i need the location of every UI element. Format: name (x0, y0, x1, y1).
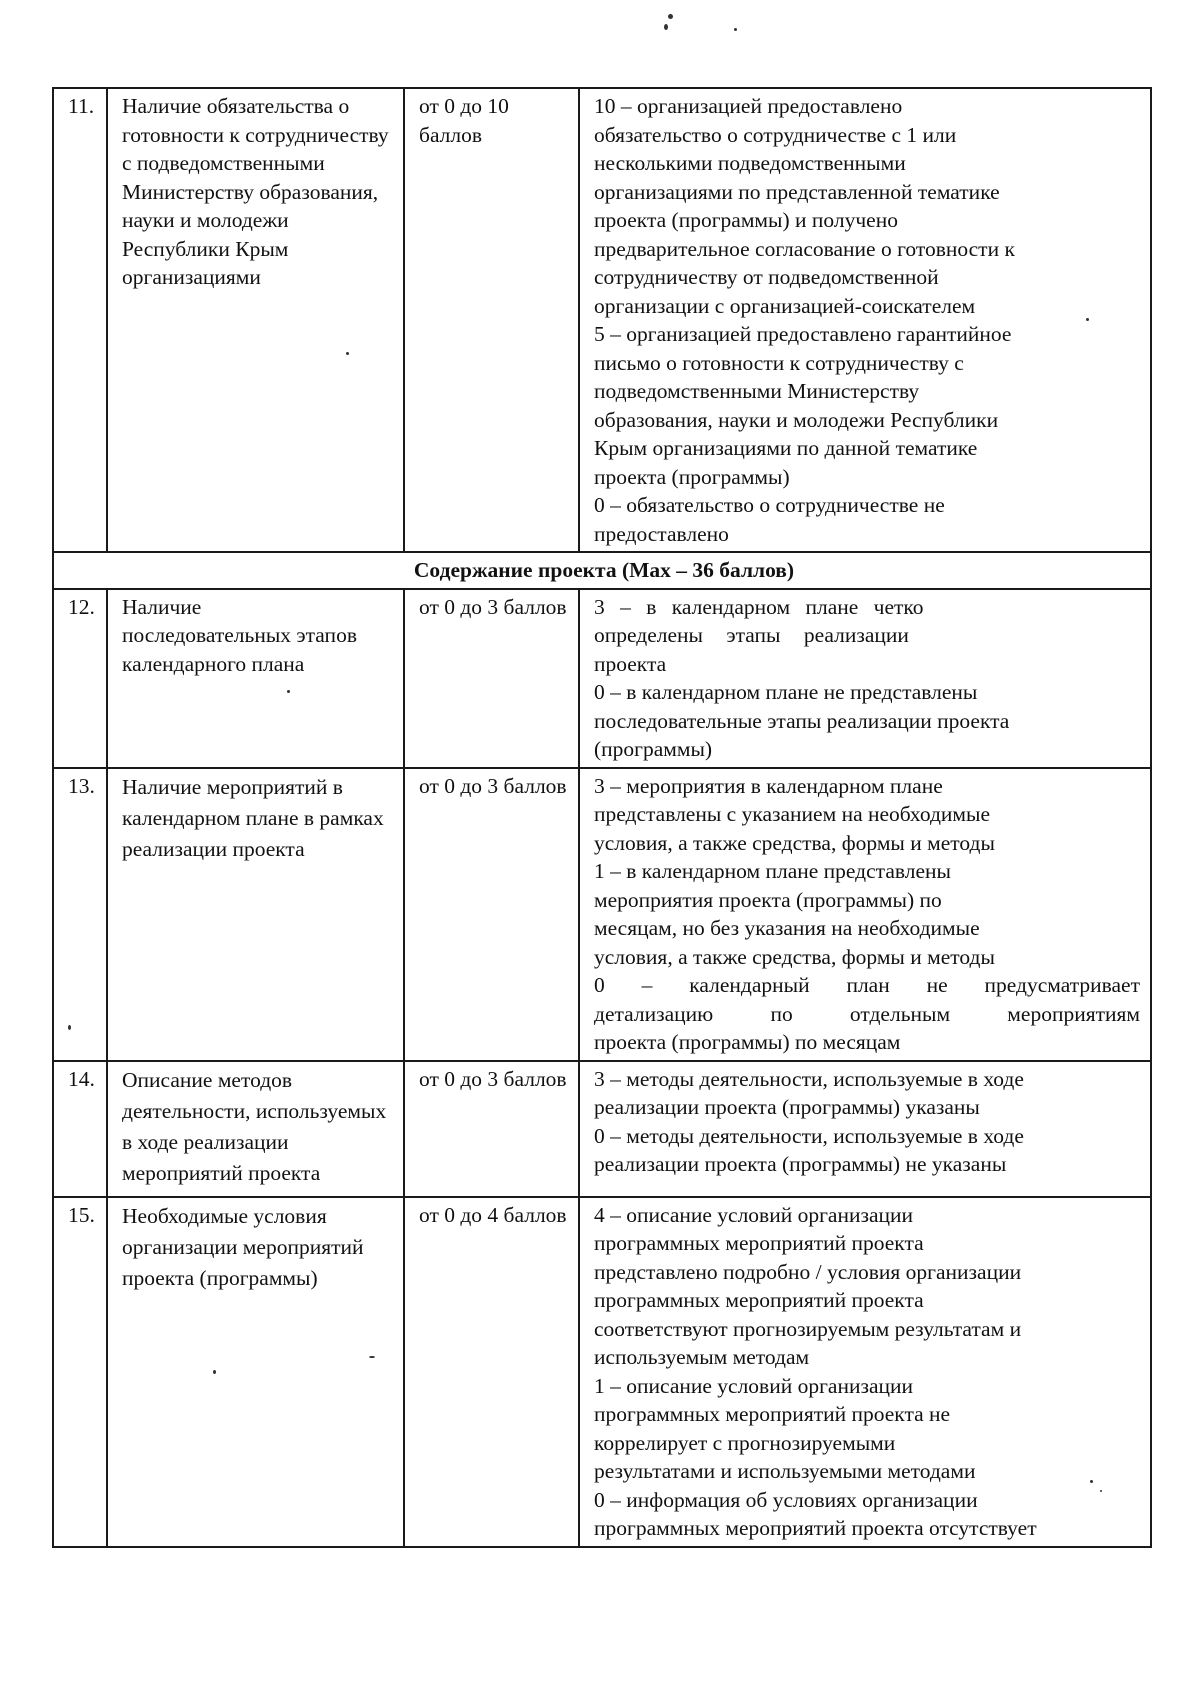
description-line: мероприятия проекта (программы) по (594, 887, 942, 912)
section-heading: Содержание проекта (Max – 36 баллов) (53, 552, 1151, 589)
criterion-cell (107, 768, 404, 1061)
points-cell (404, 768, 579, 1061)
points-line: от 0 до 3 баллов (419, 773, 567, 798)
description-line: обязательство о сотрудничестве с 1 или (594, 122, 957, 147)
description-line: соответствуют прогнозируемым результатам и (594, 1316, 1022, 1341)
criterion-line: организациями (122, 265, 261, 289)
table-row (53, 1061, 1151, 1197)
description-cell (579, 589, 1151, 768)
points-line: баллов (419, 122, 483, 147)
description-line: условия, а также средства, формы и методы (594, 830, 995, 855)
description-line: проекта (594, 651, 667, 676)
description-line: определены этапы реализации (594, 623, 909, 647)
description-line: проекта (программы) и получено (594, 208, 898, 232)
points-line: от 0 до 3 баллов (419, 1066, 567, 1091)
description-line: используемым методам (594, 1345, 810, 1369)
description-line: 4 – описание условий организации (594, 1202, 914, 1227)
description-line: коррелирует с прогнозируемыми (594, 1430, 896, 1455)
description-line: реализации проекта (программы) не указаны (594, 1152, 1007, 1176)
criterion-line: готовности к сотрудничеству (122, 122, 389, 147)
points-cell (404, 589, 579, 768)
description-line: Крым организациями по данной тематике (594, 436, 978, 460)
row-number: 15. (53, 1197, 107, 1547)
description-line: 0 – в календарном плане не представлены (594, 680, 978, 704)
table-row (53, 88, 1151, 552)
points-cell (404, 88, 579, 552)
criterion-line: мероприятий проекта (122, 1160, 321, 1185)
description-line: 1 – в календарном плане представлены (594, 859, 951, 883)
description-line: 0 – календарный план не предусматривает (594, 973, 1140, 997)
description-line: проекта (программы) по месяцам (594, 1030, 901, 1054)
criterion-line: Республики Крым (122, 236, 289, 261)
description-line: 5 – организацией предоставлено гарантийное (594, 322, 1012, 346)
description-line: организации с организацией-соискателем (594, 293, 976, 318)
description-line: предварительное согласование о готовности к (594, 236, 1015, 261)
description-cell (579, 88, 1151, 552)
description-cell (579, 768, 1151, 1061)
criterion-line: организации мероприятий (122, 1234, 364, 1259)
description-cell (579, 1197, 1151, 1547)
criterion-line: последовательных этапов (122, 623, 357, 647)
criterion-line: с подведомственными (122, 151, 325, 175)
description-line: 3 – методы деятельности, используемые в ходе (594, 1066, 1024, 1091)
criterion-line: в ходе реализации (122, 1129, 289, 1154)
row-number: 14. (53, 1061, 107, 1197)
description-line: несколькими подведомственными (594, 151, 906, 175)
row-number: 11. (53, 88, 107, 552)
criterion-line: Наличие обязательства о (122, 94, 350, 118)
criterion-line: проекта (программы) (122, 1265, 318, 1290)
scan-speck (668, 14, 673, 19)
description-line: реализации проекта (программы) указаны (594, 1095, 980, 1119)
description-line: программных мероприятий проекта не (594, 1402, 951, 1426)
criterion-line: календарном плане в рамках (122, 805, 384, 830)
criterion-cell (107, 1061, 404, 1197)
scan-speck (664, 24, 668, 30)
description-line: проекта (программы) (594, 464, 790, 489)
criterion-line: деятельности, используемых (122, 1098, 387, 1123)
description-line: 3 – в календарном плане четко (594, 594, 924, 619)
description-line: результатами и используемыми методами (594, 1459, 976, 1483)
description-line: письмо о готовности к сотрудничеству с (594, 350, 964, 375)
description-line: 3 – мероприятия в календарном плане (594, 773, 943, 798)
description-cell (579, 1061, 1151, 1197)
table-row (53, 1197, 1151, 1547)
description-line: программных мероприятий проекта (594, 1231, 924, 1255)
criteria-table-body (53, 88, 1151, 1547)
description-line: последовательные этапы реализации проекта (594, 708, 1010, 733)
description-line: программных мероприятий проекта (594, 1288, 924, 1312)
criterion-line: Министерству образования, (122, 179, 379, 204)
row-number: 13. (53, 768, 107, 1061)
criteria-table (52, 87, 1152, 1548)
criterion-line: науки и молодежи (122, 208, 289, 232)
criterion-line: Наличие (122, 594, 202, 619)
criterion-cell (107, 589, 404, 768)
description-line: подведомственными Министерству (594, 379, 920, 403)
description-line: сотрудничеству от подведомственной (594, 265, 939, 289)
table-row (53, 768, 1151, 1061)
points-cell (404, 1197, 579, 1547)
description-line: условия, а также средства, формы и методы (594, 944, 995, 969)
points-cell (404, 1061, 579, 1197)
row-number: 12. (53, 589, 107, 768)
scan-speck (734, 28, 737, 31)
description-line: предоставлено (594, 521, 729, 546)
criterion-cell (107, 88, 404, 552)
description-line: представлены с указанием на необходимые (594, 802, 991, 826)
criterion-line: Необходимые условия (122, 1203, 327, 1228)
points-line: от 0 до 10 (419, 94, 509, 118)
description-line: 1 – описание условий организации (594, 1373, 914, 1398)
description-line: месяцам, но без указания на необходимые (594, 916, 980, 940)
table-row (53, 589, 1151, 768)
criterion-line: Наличие мероприятий в (122, 774, 343, 799)
description-line: 0 – информация об условиях организации (594, 1487, 978, 1512)
description-line: программных мероприятий проекта отсутствует (594, 1516, 1037, 1540)
description-line: 0 – методы деятельности, используемые в ходе (594, 1123, 1024, 1148)
description-line: детализацию по отдельным мероприятиям (594, 1001, 1140, 1026)
points-line: от 0 до 4 баллов (419, 1202, 567, 1227)
criterion-cell (107, 1197, 404, 1547)
description-line: 10 – организацией предоставлено (594, 94, 903, 118)
description-line: организациями по представленной тематике (594, 179, 1000, 204)
points-line: от 0 до 3 баллов (419, 594, 567, 619)
section-heading-row (53, 552, 1151, 589)
description-line: 0 – обязательство о сотрудничестве не (594, 493, 945, 517)
description-line: образования, науки и молодежи Республики (594, 407, 999, 432)
criterion-line: реализации проекта (122, 836, 305, 861)
criterion-line: календарного плана (122, 651, 305, 676)
description-line: представлено подробно / условия организации (594, 1259, 1022, 1284)
criterion-line: Описание методов (122, 1067, 293, 1092)
description-line: (программы) (594, 737, 713, 761)
